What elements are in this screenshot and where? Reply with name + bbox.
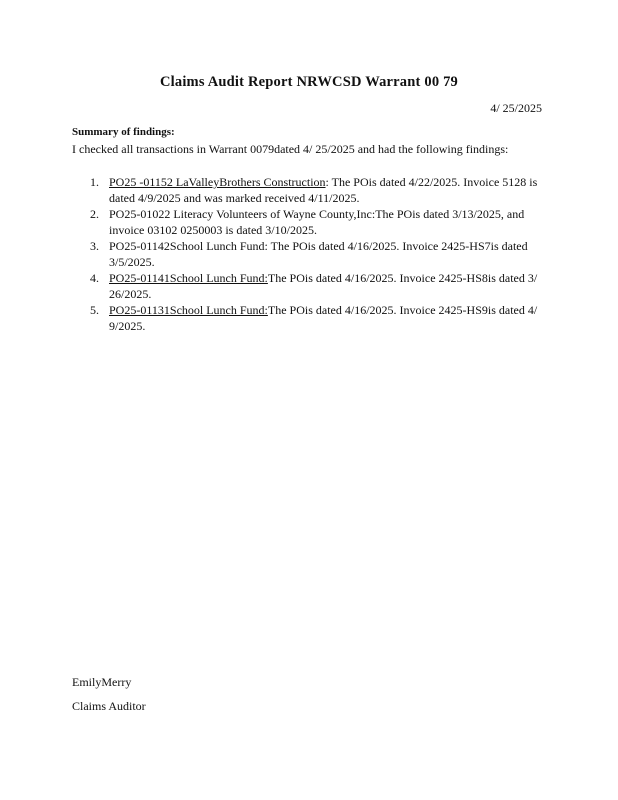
findings-list: [90, 174, 540, 334]
report-date: 4/ 25/2025: [490, 101, 542, 115]
finding-item: [90, 174, 540, 206]
finding-ref: PO25 -01152 LaValleyBrothers Construction: [109, 175, 326, 189]
finding-ref: PO25-01131School Lunch Fund:: [109, 303, 268, 317]
finding-item: [90, 270, 540, 302]
finding-number: 3.: [90, 239, 99, 253]
auditor-title: Claims Auditor: [72, 699, 146, 713]
report-title: Claims Audit Report NRWCSD Warrant 00 79: [159, 74, 459, 90]
finding-text: The POis dated 4/16/2025. Invoice 2425-HS7is dated 3/5/2025.: [109, 239, 528, 269]
finding-item: [90, 238, 540, 270]
auditor-name: EmilyMerry: [72, 675, 132, 689]
finding-text: The POis dated 4/16/2025. Invoice 2425-HS9is dated 4/ 9/2025.: [109, 303, 538, 333]
finding-number: 4.: [90, 271, 99, 285]
finding-ref: PO25-01022 Literacy Volunteers of Wayne County,Inc:: [109, 207, 376, 221]
finding-number: 2.: [90, 207, 99, 221]
intro-paragraph: I checked all transactions in Warrant 0079dated 4/ 25/2025 and had the following findings:: [72, 142, 509, 156]
finding-text: The POis dated 3/13/2025, and invoice 03102 0250003 is dated 3/10/2025.: [109, 207, 525, 237]
finding-number: 1.: [90, 175, 99, 189]
finding-ref: PO25-01142School Lunch Fund:: [109, 239, 268, 253]
finding-ref: PO25-01141School Lunch Fund:: [109, 271, 268, 285]
finding-item: [90, 302, 540, 334]
finding-number: 5.: [90, 303, 99, 317]
finding-text: : The POis dated 4/22/2025. Invoice 5128 is dated 4/9/2025 and was marked received 4/11/2025.: [109, 175, 538, 205]
summary-heading: Summary of findings:: [72, 126, 175, 138]
finding-item: [90, 206, 540, 238]
finding-text: The POis dated 4/16/2025. Invoice 2425-HS8is dated 3/ 26/2025.: [109, 271, 538, 301]
